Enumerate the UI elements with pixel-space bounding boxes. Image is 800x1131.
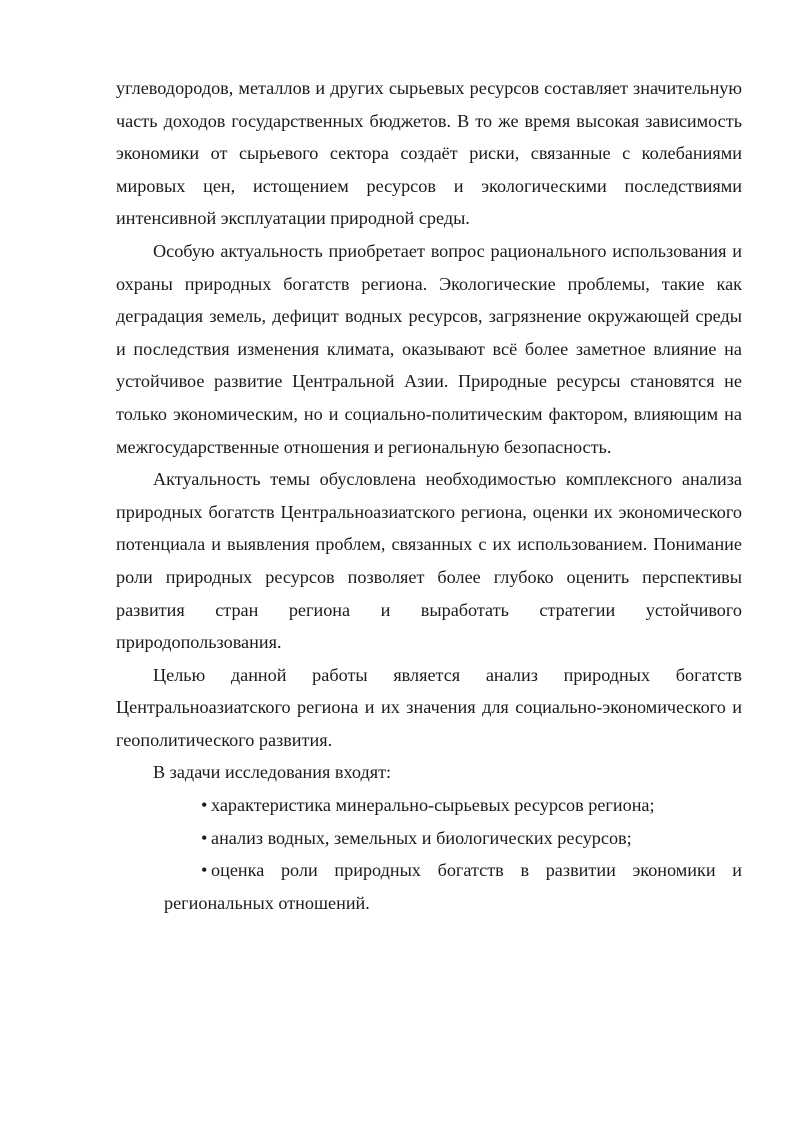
list-item-text: оценка роли природных богатств в развитии экономики и региональных отношений.	[164, 860, 742, 913]
list-item	[116, 789, 742, 822]
bullet-icon: •	[201, 827, 208, 848]
list-item-text: анализ водных, земельных и биологических ресурсов;	[211, 827, 632, 848]
list-item-text: характеристика минерально-сырьевых ресурсов региона;	[211, 795, 655, 816]
tasks-intro: В задачи исследования входят:	[153, 762, 392, 783]
paragraph-relevance-ecology: Особую актуальность приобретает вопрос рационального использования и охраны природных богатств региона. Экологические проблемы, такие как деградация земель, дефицит водных ресурсов, загрязнение окружающей среды и последствия изменения климата, оказывают всё более заметное влияние на устойчивое развитие Центральной Азии. Природные ресурсы становятся не только экономическим, но и социально-политическим фактором, влияющим на межгосударственные отношения и региональную безопасность.	[116, 240, 742, 457]
paragraph-topic-relevance: Актуальность темы обусловлена необходимостью комплексного анализа природных богатств Центральноазиатского региона, оценки их экономического потенциала и выявления проблем, связанных с их использованием. Понимание роли природных ресурсов позволяет более глубоко оценить перспективы развития стран региона и выработать стратегии устойчивого природопользования.	[116, 469, 742, 653]
list-item	[116, 822, 742, 855]
bullet-icon: •	[201, 795, 208, 816]
paragraph-continuation: углеводородов, металлов и других сырьевых ресурсов составляет значительную часть доходов государственных бюджетов. В то же время высокая зависимость экономики от сырьевого сектора создаёт риски, связанные с колебаниями мировых цен, истощением ресурсов и экологическими последствиями интенсивной эксплуатации природной среды.	[116, 78, 742, 229]
bullet-icon: •	[201, 860, 208, 881]
paragraph-goal: Целью данной работы является анализ природных богатств Центральноазиатского региона и их значения для социально-экономического и геополитического развития.	[116, 664, 742, 750]
list-item	[116, 854, 742, 919]
document-body	[116, 72, 742, 919]
task-list	[116, 789, 742, 919]
